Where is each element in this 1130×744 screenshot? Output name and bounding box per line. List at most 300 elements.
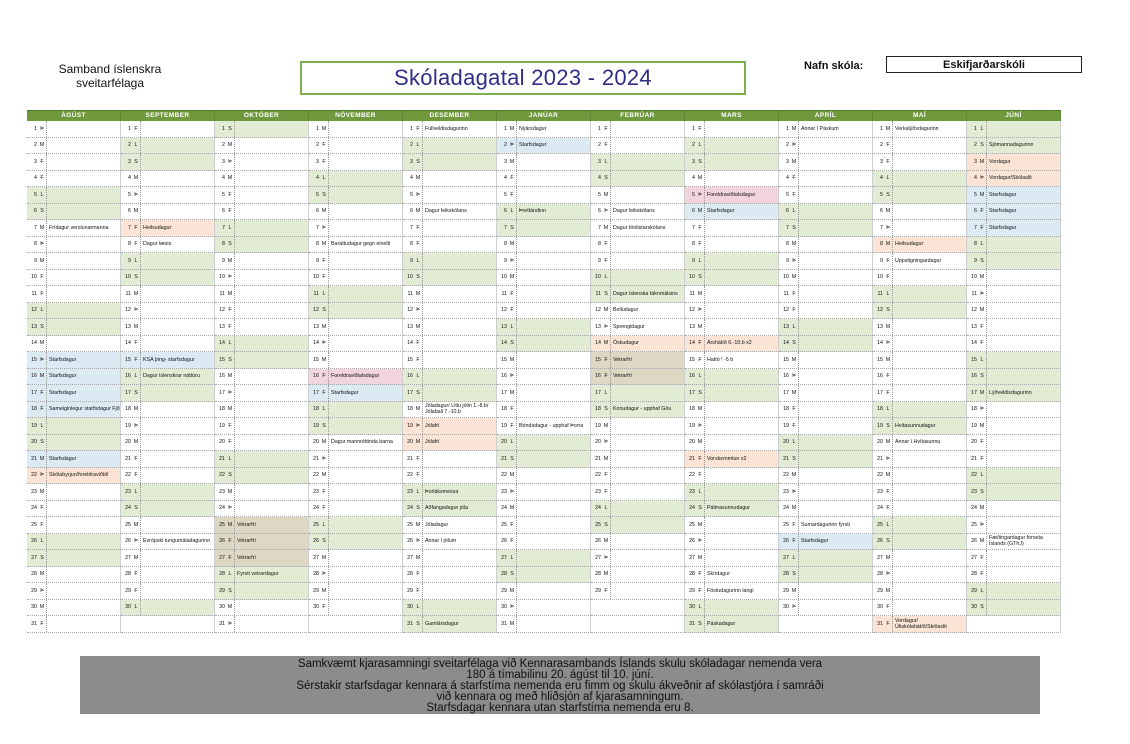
day-cell[interactable] [309,237,403,254]
day-cell[interactable] [215,171,309,188]
day-cell[interactable] [779,319,873,336]
day-cell[interactable] [27,352,121,369]
day-cell[interactable] [779,303,873,320]
day-cell[interactable] [121,154,215,171]
day-cell[interactable] [873,171,967,188]
day-cell[interactable] [403,171,497,188]
day-cell[interactable] [685,468,779,485]
day-cell[interactable] [403,600,497,617]
day-cell[interactable] [27,534,121,551]
day-cell[interactable] [779,171,873,188]
day-cell[interactable] [779,600,873,617]
day-cell[interactable] [121,336,215,353]
day-cell[interactable] [873,352,967,369]
day-cell[interactable] [873,204,967,221]
day-cell[interactable] [215,583,309,600]
day-cell[interactable] [591,121,685,138]
day-cell[interactable] [309,138,403,155]
day-cell[interactable] [497,567,591,584]
day-cell[interactable] [779,121,873,138]
day-cell[interactable] [779,352,873,369]
day-cell[interactable] [121,204,215,221]
day-cell[interactable] [27,138,121,155]
day-cell[interactable] [967,435,1061,452]
day-cell[interactable] [873,567,967,584]
day-cell[interactable] [591,237,685,254]
day-cell[interactable] [967,418,1061,435]
day-cell[interactable] [309,600,403,617]
day-cell[interactable] [591,286,685,303]
day-cell[interactable] [779,616,873,633]
day-cell[interactable] [873,418,967,435]
day-cell[interactable] [121,270,215,287]
day-cell[interactable] [779,468,873,485]
day-cell[interactable] [309,385,403,402]
day-cell[interactable] [685,402,779,419]
day-cell[interactable] [403,187,497,204]
day-cell[interactable] [591,484,685,501]
day-cell[interactable] [967,171,1061,188]
day-cell[interactable] [497,154,591,171]
day-cell[interactable] [497,171,591,188]
day-cell[interactable] [967,319,1061,336]
day-cell[interactable] [403,303,497,320]
day-cell[interactable] [967,468,1061,485]
day-cell[interactable] [27,319,121,336]
day-cell[interactable] [685,154,779,171]
day-cell[interactable] [873,435,967,452]
day-cell[interactable] [215,484,309,501]
day-cell[interactable] [779,237,873,254]
day-cell[interactable] [215,369,309,386]
day-cell[interactable] [215,468,309,485]
day-cell[interactable] [27,121,121,138]
day-cell[interactable] [591,435,685,452]
day-cell[interactable] [967,270,1061,287]
day-cell[interactable] [27,567,121,584]
day-cell[interactable] [967,451,1061,468]
day-cell[interactable] [27,369,121,386]
day-cell[interactable] [309,451,403,468]
day-cell[interactable] [215,220,309,237]
day-cell[interactable] [121,583,215,600]
day-cell[interactable] [873,616,967,633]
day-cell[interactable] [215,600,309,617]
day-cell[interactable] [685,352,779,369]
day-cell[interactable] [309,369,403,386]
day-cell[interactable] [215,352,309,369]
day-cell[interactable] [27,253,121,270]
day-cell[interactable] [27,336,121,353]
day-cell[interactable] [967,237,1061,254]
day-cell[interactable] [779,583,873,600]
day-cell[interactable] [967,402,1061,419]
day-cell[interactable] [403,534,497,551]
day-cell[interactable] [403,567,497,584]
day-cell[interactable] [967,303,1061,320]
day-cell[interactable] [591,171,685,188]
day-cell[interactable] [685,121,779,138]
day-cell[interactable] [873,517,967,534]
day-cell[interactable] [685,204,779,221]
day-cell[interactable] [591,385,685,402]
day-cell[interactable] [873,402,967,419]
day-cell[interactable] [403,418,497,435]
day-cell[interactable] [121,237,215,254]
day-cell[interactable] [215,616,309,633]
day-cell[interactable] [309,468,403,485]
day-cell[interactable] [497,402,591,419]
day-cell[interactable] [591,270,685,287]
day-cell[interactable] [873,303,967,320]
day-cell[interactable] [967,369,1061,386]
day-cell[interactable] [27,550,121,567]
day-cell[interactable] [27,451,121,468]
day-cell[interactable] [779,534,873,551]
day-cell[interactable] [591,138,685,155]
day-cell[interactable] [403,336,497,353]
day-cell[interactable] [685,319,779,336]
day-cell[interactable] [779,418,873,435]
day-cell[interactable] [967,501,1061,518]
day-cell[interactable] [121,369,215,386]
day-cell[interactable] [309,154,403,171]
day-cell[interactable] [967,286,1061,303]
day-cell[interactable] [121,534,215,551]
day-cell[interactable] [873,220,967,237]
day-cell[interactable] [497,220,591,237]
day-cell[interactable] [591,468,685,485]
day-cell[interactable] [121,501,215,518]
day-cell[interactable] [497,484,591,501]
day-cell[interactable] [309,616,403,633]
day-cell[interactable] [121,418,215,435]
day-cell[interactable] [27,468,121,485]
day-cell[interactable] [873,187,967,204]
day-cell[interactable] [779,220,873,237]
day-cell[interactable] [27,154,121,171]
day-cell[interactable] [779,550,873,567]
day-cell[interactable] [403,385,497,402]
day-cell[interactable] [403,220,497,237]
day-cell[interactable] [967,352,1061,369]
day-cell[interactable] [779,336,873,353]
day-cell[interactable] [967,138,1061,155]
day-cell[interactable] [967,484,1061,501]
day-cell[interactable] [873,451,967,468]
day-cell[interactable] [497,501,591,518]
day-cell[interactable] [309,352,403,369]
day-cell[interactable] [215,435,309,452]
day-cell[interactable] [591,600,685,617]
day-cell[interactable] [215,204,309,221]
day-cell[interactable] [403,286,497,303]
day-cell[interactable] [685,187,779,204]
day-cell[interactable] [685,451,779,468]
day-cell[interactable] [685,484,779,501]
day-cell[interactable] [967,204,1061,221]
day-cell[interactable] [873,319,967,336]
day-cell[interactable] [497,286,591,303]
day-cell[interactable] [215,451,309,468]
day-cell[interactable] [779,484,873,501]
day-cell[interactable] [27,517,121,534]
day-cell[interactable] [309,253,403,270]
day-cell[interactable] [497,385,591,402]
day-cell[interactable] [779,154,873,171]
day-cell[interactable] [497,517,591,534]
day-cell[interactable] [591,583,685,600]
day-cell[interactable] [121,121,215,138]
day-cell[interactable] [215,402,309,419]
day-cell[interactable] [121,517,215,534]
day-cell[interactable] [497,187,591,204]
day-cell[interactable] [591,369,685,386]
day-cell[interactable] [121,303,215,320]
day-cell[interactable] [403,121,497,138]
day-cell[interactable] [591,501,685,518]
day-cell[interactable] [497,138,591,155]
day-cell[interactable] [873,121,967,138]
day-cell[interactable] [27,385,121,402]
day-cell[interactable] [967,154,1061,171]
day-cell[interactable] [967,600,1061,617]
day-cell[interactable] [685,583,779,600]
day-cell[interactable] [591,616,685,633]
day-cell[interactable] [403,369,497,386]
day-cell[interactable] [215,336,309,353]
day-cell[interactable] [779,138,873,155]
day-cell[interactable] [685,369,779,386]
day-cell[interactable] [591,220,685,237]
day-cell[interactable] [779,501,873,518]
day-cell[interactable] [121,138,215,155]
day-cell[interactable] [27,484,121,501]
day-cell[interactable] [403,402,497,419]
day-cell[interactable] [309,171,403,188]
day-cell[interactable] [685,517,779,534]
day-cell[interactable] [967,534,1061,551]
day-cell[interactable] [967,567,1061,584]
day-cell[interactable] [685,303,779,320]
day-cell[interactable] [309,336,403,353]
day-cell[interactable] [779,253,873,270]
day-cell[interactable] [403,451,497,468]
day-cell[interactable] [27,237,121,254]
day-cell[interactable] [121,451,215,468]
day-cell[interactable] [873,550,967,567]
day-cell[interactable] [309,435,403,452]
day-cell[interactable] [403,270,497,287]
day-cell[interactable] [497,352,591,369]
day-cell[interactable] [685,501,779,518]
day-cell[interactable] [779,567,873,584]
day-cell[interactable] [967,253,1061,270]
day-cell[interactable] [873,501,967,518]
day-cell[interactable] [591,567,685,584]
day-cell[interactable] [403,468,497,485]
day-cell[interactable] [497,369,591,386]
day-cell[interactable] [215,121,309,138]
day-cell[interactable] [215,187,309,204]
day-cell[interactable] [403,154,497,171]
day-cell[interactable] [215,154,309,171]
day-cell[interactable] [685,138,779,155]
day-cell[interactable] [967,517,1061,534]
day-cell[interactable] [967,220,1061,237]
day-cell[interactable] [215,418,309,435]
day-cell[interactable] [403,616,497,633]
day-cell[interactable] [403,517,497,534]
day-cell[interactable] [497,451,591,468]
day-cell[interactable] [967,550,1061,567]
day-cell[interactable] [591,319,685,336]
day-cell[interactable] [121,319,215,336]
day-cell[interactable] [309,567,403,584]
day-cell[interactable] [309,550,403,567]
day-cell[interactable] [873,270,967,287]
day-cell[interactable] [873,253,967,270]
day-cell[interactable] [121,484,215,501]
day-cell[interactable] [403,237,497,254]
day-cell[interactable] [403,501,497,518]
day-cell[interactable] [779,435,873,452]
day-cell[interactable] [121,253,215,270]
day-cell[interactable] [121,550,215,567]
day-cell[interactable] [497,468,591,485]
day-cell[interactable] [121,435,215,452]
day-cell[interactable] [121,402,215,419]
day-cell[interactable] [591,402,685,419]
day-cell[interactable] [497,319,591,336]
day-cell[interactable] [27,402,121,419]
day-cell[interactable] [497,303,591,320]
day-cell[interactable] [497,583,591,600]
day-cell[interactable] [215,303,309,320]
day-cell[interactable] [591,534,685,551]
day-cell[interactable] [685,418,779,435]
day-cell[interactable] [309,270,403,287]
day-cell[interactable] [685,336,779,353]
day-cell[interactable] [779,369,873,386]
day-cell[interactable] [873,286,967,303]
day-cell[interactable] [873,468,967,485]
day-cell[interactable] [27,600,121,617]
day-cell[interactable] [591,154,685,171]
day-cell[interactable] [779,517,873,534]
day-cell[interactable] [685,385,779,402]
day-cell[interactable] [967,187,1061,204]
day-cell[interactable] [873,154,967,171]
day-cell[interactable] [591,517,685,534]
day-cell[interactable] [215,550,309,567]
day-cell[interactable] [873,534,967,551]
day-cell[interactable] [121,187,215,204]
day-cell[interactable] [685,534,779,551]
day-cell[interactable] [215,534,309,551]
day-cell[interactable] [27,220,121,237]
day-cell[interactable] [967,616,1061,633]
day-cell[interactable] [591,187,685,204]
day-cell[interactable] [779,451,873,468]
day-cell[interactable] [497,435,591,452]
day-cell[interactable] [591,303,685,320]
day-cell[interactable] [27,270,121,287]
day-cell[interactable] [309,121,403,138]
day-cell[interactable] [591,451,685,468]
day-cell[interactable] [309,583,403,600]
day-cell[interactable] [403,484,497,501]
day-cell[interactable] [497,550,591,567]
day-cell[interactable] [309,319,403,336]
day-cell[interactable] [685,220,779,237]
day-cell[interactable] [873,385,967,402]
day-cell[interactable] [779,402,873,419]
day-cell[interactable] [215,567,309,584]
day-cell[interactable] [497,616,591,633]
day-cell[interactable] [27,583,121,600]
day-cell[interactable] [309,517,403,534]
day-cell[interactable] [685,286,779,303]
day-cell[interactable] [591,418,685,435]
day-cell[interactable] [497,237,591,254]
day-cell[interactable] [497,534,591,551]
day-cell[interactable] [873,484,967,501]
day-cell[interactable] [309,220,403,237]
day-cell[interactable] [27,171,121,188]
day-cell[interactable] [967,336,1061,353]
day-cell[interactable] [685,237,779,254]
day-cell[interactable] [591,352,685,369]
day-cell[interactable] [309,286,403,303]
day-cell[interactable] [873,138,967,155]
day-cell[interactable] [121,171,215,188]
day-cell[interactable] [497,600,591,617]
day-cell[interactable] [873,336,967,353]
day-cell[interactable] [121,286,215,303]
day-cell[interactable] [591,550,685,567]
day-cell[interactable] [121,385,215,402]
day-cell[interactable] [403,550,497,567]
school-name-field[interactable]: Eskifjarðarskóli [886,56,1082,73]
day-cell[interactable] [497,418,591,435]
day-cell[interactable] [591,336,685,353]
day-cell[interactable] [967,121,1061,138]
day-cell[interactable] [27,616,121,633]
day-cell[interactable] [403,204,497,221]
day-cell[interactable] [403,352,497,369]
day-cell[interactable] [685,616,779,633]
day-cell[interactable] [685,171,779,188]
day-cell[interactable] [779,204,873,221]
day-cell[interactable] [685,567,779,584]
day-cell[interactable] [685,600,779,617]
day-cell[interactable] [121,600,215,617]
day-cell[interactable] [27,187,121,204]
day-cell[interactable] [215,138,309,155]
day-cell[interactable] [873,583,967,600]
day-cell[interactable] [497,253,591,270]
day-cell[interactable] [403,583,497,600]
day-cell[interactable] [309,402,403,419]
day-cell[interactable] [215,237,309,254]
day-cell[interactable] [873,237,967,254]
day-cell[interactable] [497,270,591,287]
day-cell[interactable] [309,187,403,204]
day-cell[interactable] [215,319,309,336]
day-cell[interactable] [215,286,309,303]
day-cell[interactable] [121,468,215,485]
